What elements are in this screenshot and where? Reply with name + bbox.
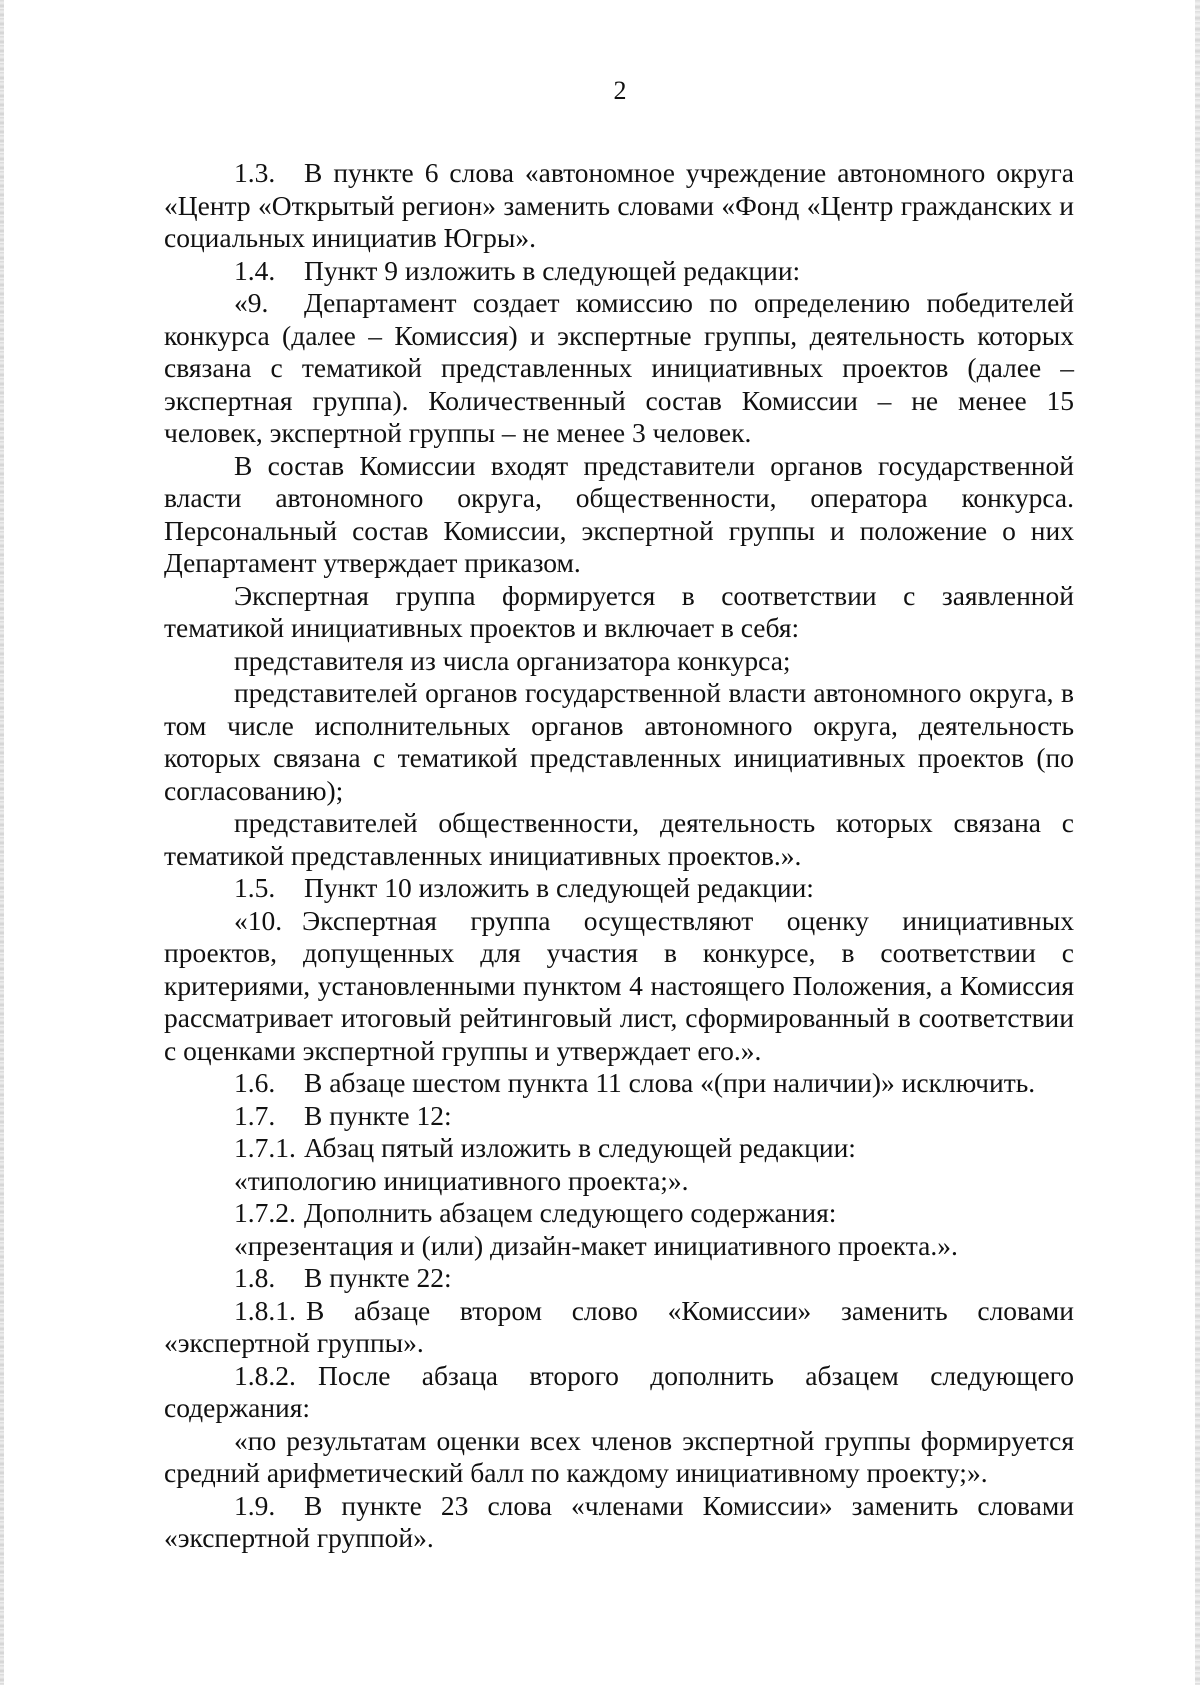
paragraph-text: «типологию инициативного проекта;». — [234, 1164, 689, 1196]
paragraph-organizer-rep — [164, 645, 1074, 678]
paragraph-text: Дополнить абзацем следующего содержания: — [304, 1197, 837, 1228]
item-number: 1.6. — [234, 1067, 276, 1098]
paragraph-1-8-2 — [164, 1360, 1074, 1425]
paragraph-text: После абзаца второго дополнить абзацем следующего содержания: — [164, 1359, 1074, 1423]
item-number: 1.3. — [234, 157, 276, 188]
paragraph-text: представителей органов государственной власти автономного округа, в том числе исполнительных органов автономного округа, деятельность которых связана с тематикой представленных инициативных проектов (по согласованию); — [164, 677, 1074, 806]
paragraph-1-7 — [164, 1100, 1074, 1133]
item-number: 1.8. — [234, 1262, 276, 1293]
paragraph-text: Экспертная группа осуществляют оценку инициативных проектов, допущенных для участия в конкурсе, в соответствии с критериями, установленными пунктом 4 настоящего Положения, а Комиссия рассматривает итоговый рейтинговый лист, сформированный в соответствии с оценками экспертной группы и утверждает его.». — [164, 904, 1074, 1066]
scan-edge-right — [1195, 0, 1200, 1685]
item-number: 1.7.1. — [234, 1132, 296, 1163]
paragraph-typology — [164, 1165, 1074, 1198]
paragraph-presentation — [164, 1230, 1074, 1263]
paragraph-commission-composition — [164, 450, 1074, 580]
item-number: 1.7.2. — [234, 1197, 296, 1228]
paragraph-expert-group — [164, 580, 1074, 645]
item-number: 1.8.2. — [234, 1359, 296, 1391]
paragraph-government-reps — [164, 677, 1074, 807]
item-number: 1.8.1. — [234, 1294, 296, 1326]
paragraph-1-9 — [164, 1490, 1074, 1555]
paragraph-1-8-1 — [164, 1295, 1074, 1360]
paragraph-text: В состав Комиссии входят представители органов государственной власти автономного округа, общественности, оператора конкурса. Персональный состав Комиссии, экспертной группы и положение о них Департамент утверждает приказом. — [164, 449, 1074, 578]
paragraph-public-reps — [164, 807, 1074, 872]
scan-edge-left — [0, 0, 4, 1685]
item-number: 1.9. — [234, 1489, 276, 1521]
item-number: 1.4. — [234, 254, 276, 286]
paragraph-text: В пункте 12: — [304, 1099, 452, 1131]
document-body — [164, 157, 1074, 1555]
paragraph-1-6 — [164, 1067, 1074, 1100]
paragraph-text: Департамент создает комиссию по определению победителей конкурса (далее – Комиссия) и экспертные группы, деятельность которых связана с тематикой представленных инициативных проектов (далее – экспертная группа). Количественный состав Комиссии – не менее 15 человек, экспертной группы – не менее 3 человек. — [164, 287, 1074, 448]
paragraph-1-4 — [164, 255, 1074, 288]
paragraph-text: Абзац пятый изложить в следующей редакции: — [304, 1132, 856, 1163]
item-number: 1.7. — [234, 1099, 276, 1131]
page-number: 2 — [613, 76, 627, 105]
paragraph-text: Пункт 9 изложить в следующей редакции: — [304, 254, 801, 286]
paragraph-text: В пункте 22: — [304, 1262, 452, 1293]
item-number: 1.5. — [234, 872, 276, 903]
paragraph-text: В абзаце шестом пункта 11 слова «(при наличии)» исключить. — [304, 1067, 1036, 1098]
paragraph-text: В абзаце втором слово «Комиссии» заменить словами «экспертной группы». — [164, 1294, 1074, 1358]
paragraph-1-7-2 — [164, 1197, 1074, 1230]
paragraph-text: «по результатам оценки всех членов экспертной группы формируется средний арифметический балл по каждому инициативному проекту;». — [164, 1424, 1074, 1488]
paragraph-1-3 — [164, 157, 1074, 255]
paragraph-average-score — [164, 1425, 1074, 1490]
item-number: «9. — [234, 287, 269, 318]
paragraph-text: В пункте 23 слова «членами Комиссии» заменить словами «экспертной группой». — [164, 1489, 1074, 1553]
paragraph-text: «презентация и (или) дизайн-макет инициативного проекта.». — [234, 1229, 958, 1261]
paragraph-1-5 — [164, 872, 1074, 905]
paragraph-text: Экспертная группа формируется в соответствии с заявленной тематикой инициативных проектов и включает в себя: — [164, 579, 1074, 643]
paragraph-1-7-1 — [164, 1132, 1074, 1165]
paragraph-text: Пункт 10 изложить в следующей редакции: — [304, 872, 814, 903]
paragraph-text: представителя из числа организатора конкурса; — [234, 644, 791, 676]
paragraph-item-10 — [164, 905, 1074, 1068]
item-number: «10. — [234, 904, 283, 936]
paragraph-item-9 — [164, 287, 1074, 450]
paragraph-1-8 — [164, 1262, 1074, 1295]
paragraph-text: представителей общественности, деятельность которых связана с тематикой представленных инициативных проектов.». — [164, 807, 1074, 871]
paragraph-text: В пункте 6 слова «автономное учреждение автономного округа «Центр «Открытый регион» заменить словами «Фонд «Центр гражданских и социальных инициатив Югры». — [164, 157, 1074, 253]
